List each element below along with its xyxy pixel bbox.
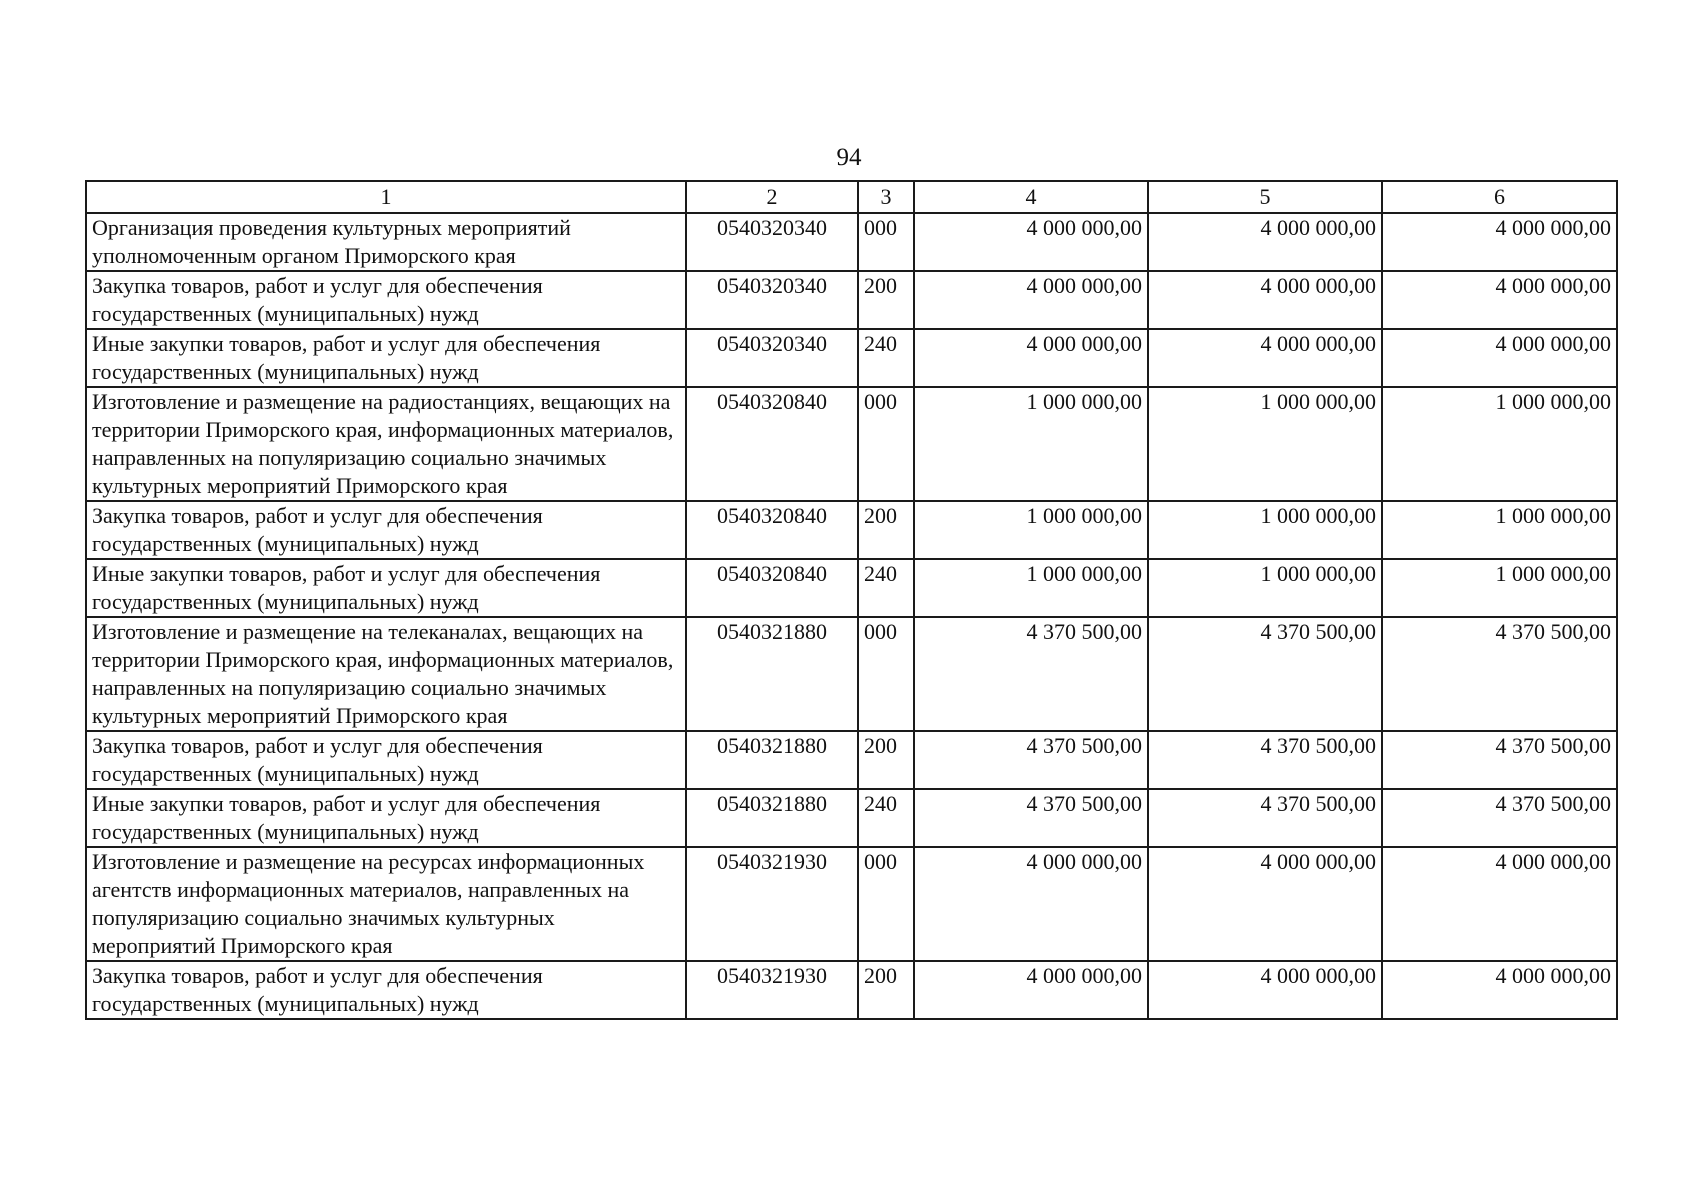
row-amount-cell: 4 000 000,00: [1382, 961, 1617, 1019]
row-kvr-cell: 240: [858, 559, 914, 617]
row-name-cell: Организация проведения культурных мероприятий уполномоченным органом Приморского края: [86, 213, 686, 271]
table-row: [86, 271, 1617, 329]
table-row: [86, 789, 1617, 847]
budget-table: [85, 180, 1618, 1020]
column-header-1: 1: [86, 181, 686, 213]
row-code-cell: 0540321930: [686, 961, 858, 1019]
row-amount-cell: 4 000 000,00: [1382, 213, 1617, 271]
row-amount-cell: 4 000 000,00: [1148, 213, 1382, 271]
row-amount-cell: 1 000 000,00: [914, 501, 1148, 559]
row-name-cell: Закупка товаров, работ и услуг для обеспечения государственных (муниципальных) нужд: [86, 271, 686, 329]
row-name-cell: Иные закупки товаров, работ и услуг для обеспечения государственных (муниципальных) нужд: [86, 329, 686, 387]
row-kvr-cell: 000: [858, 387, 914, 501]
row-code-cell: 0540320840: [686, 559, 858, 617]
row-amount-cell: 4 000 000,00: [914, 271, 1148, 329]
row-amount-cell: 1 000 000,00: [914, 559, 1148, 617]
column-header-3: 3: [858, 181, 914, 213]
row-code-cell: 0540320840: [686, 501, 858, 559]
column-header-6: 6: [1382, 181, 1617, 213]
column-header-4: 4: [914, 181, 1148, 213]
table-row: [86, 617, 1617, 731]
row-amount-cell: 4 370 500,00: [1148, 617, 1382, 731]
row-name-cell: Закупка товаров, работ и услуг для обеспечения государственных (муниципальных) нужд: [86, 501, 686, 559]
row-name-cell: Закупка товаров, работ и услуг для обеспечения государственных (муниципальных) нужд: [86, 731, 686, 789]
row-amount-cell: 4 370 500,00: [914, 731, 1148, 789]
row-name-cell: Изготовление и размещение на телеканалах, вещающих на территории Приморского края, информационных материалов, направленных на популяризацию социально значимых культурных мероприятий Приморского края: [86, 617, 686, 731]
row-amount-cell: 4 000 000,00: [1148, 961, 1382, 1019]
header-row: [86, 181, 1617, 213]
row-amount-cell: 4 370 500,00: [1382, 789, 1617, 847]
row-amount-cell: 1 000 000,00: [1148, 501, 1382, 559]
row-code-cell: 0540321930: [686, 847, 858, 961]
row-code-cell: 0540321880: [686, 789, 858, 847]
row-kvr-cell: 200: [858, 271, 914, 329]
row-amount-cell: 4 000 000,00: [1148, 847, 1382, 961]
row-amount-cell: 4 000 000,00: [914, 847, 1148, 961]
row-code-cell: 0540321880: [686, 731, 858, 789]
row-kvr-cell: 240: [858, 789, 914, 847]
row-kvr-cell: 000: [858, 847, 914, 961]
row-amount-cell: 4 000 000,00: [1382, 329, 1617, 387]
row-amount-cell: 1 000 000,00: [1382, 501, 1617, 559]
row-amount-cell: 4 370 500,00: [1148, 789, 1382, 847]
table-row: [86, 559, 1617, 617]
table-row: [86, 213, 1617, 271]
row-code-cell: 0540320340: [686, 213, 858, 271]
row-code-cell: 0540320340: [686, 329, 858, 387]
table-header: [86, 181, 1617, 213]
row-amount-cell: 4 000 000,00: [914, 329, 1148, 387]
table-body: [86, 213, 1617, 1019]
row-amount-cell: 4 000 000,00: [1148, 271, 1382, 329]
row-kvr-cell: 240: [858, 329, 914, 387]
table-row: [86, 731, 1617, 789]
row-amount-cell: 4 370 500,00: [914, 789, 1148, 847]
column-header-5: 5: [1148, 181, 1382, 213]
row-kvr-cell: 000: [858, 213, 914, 271]
row-amount-cell: 4 370 500,00: [914, 617, 1148, 731]
column-header-2: 2: [686, 181, 858, 213]
row-code-cell: 0540320840: [686, 387, 858, 501]
row-amount-cell: 4 370 500,00: [1382, 731, 1617, 789]
row-amount-cell: 4 000 000,00: [1148, 329, 1382, 387]
row-kvr-cell: 200: [858, 731, 914, 789]
page-number: 94: [836, 144, 862, 171]
row-amount-cell: 1 000 000,00: [1148, 387, 1382, 501]
table-row: [86, 329, 1617, 387]
row-kvr-cell: 200: [858, 501, 914, 559]
table-row: [86, 847, 1617, 961]
row-amount-cell: 1 000 000,00: [1382, 559, 1617, 617]
table-row: [86, 501, 1617, 559]
row-amount-cell: 4 000 000,00: [1382, 847, 1617, 961]
row-amount-cell: 1 000 000,00: [914, 387, 1148, 501]
row-name-cell: Изготовление и размещение на радиостанциях, вещающих на территории Приморского края, информационных материалов, направленных на популяризацию социально значимых культурных мероприятий Приморского края: [86, 387, 686, 501]
row-code-cell: 0540320340: [686, 271, 858, 329]
table-row: [86, 387, 1617, 501]
row-code-cell: 0540321880: [686, 617, 858, 731]
row-name-cell: Иные закупки товаров, работ и услуг для обеспечения государственных (муниципальных) нужд: [86, 789, 686, 847]
row-name-cell: Закупка товаров, работ и услуг для обеспечения государственных (муниципальных) нужд: [86, 961, 686, 1019]
row-amount-cell: 4 000 000,00: [1382, 271, 1617, 329]
table-row: [86, 961, 1617, 1019]
row-amount-cell: 4 370 500,00: [1148, 731, 1382, 789]
row-amount-cell: 1 000 000,00: [1148, 559, 1382, 617]
row-name-cell: Иные закупки товаров, работ и услуг для обеспечения государственных (муниципальных) нужд: [86, 559, 686, 617]
row-kvr-cell: 200: [858, 961, 914, 1019]
row-amount-cell: 1 000 000,00: [1382, 387, 1617, 501]
row-kvr-cell: 000: [858, 617, 914, 731]
row-name-cell: Изготовление и размещение на ресурсах информационных агентств информационных материалов, направленных на популяризацию социально значимых культурных мероприятий Приморского края: [86, 847, 686, 961]
row-amount-cell: 4 370 500,00: [1382, 617, 1617, 731]
row-amount-cell: 4 000 000,00: [914, 961, 1148, 1019]
row-amount-cell: 4 000 000,00: [914, 213, 1148, 271]
